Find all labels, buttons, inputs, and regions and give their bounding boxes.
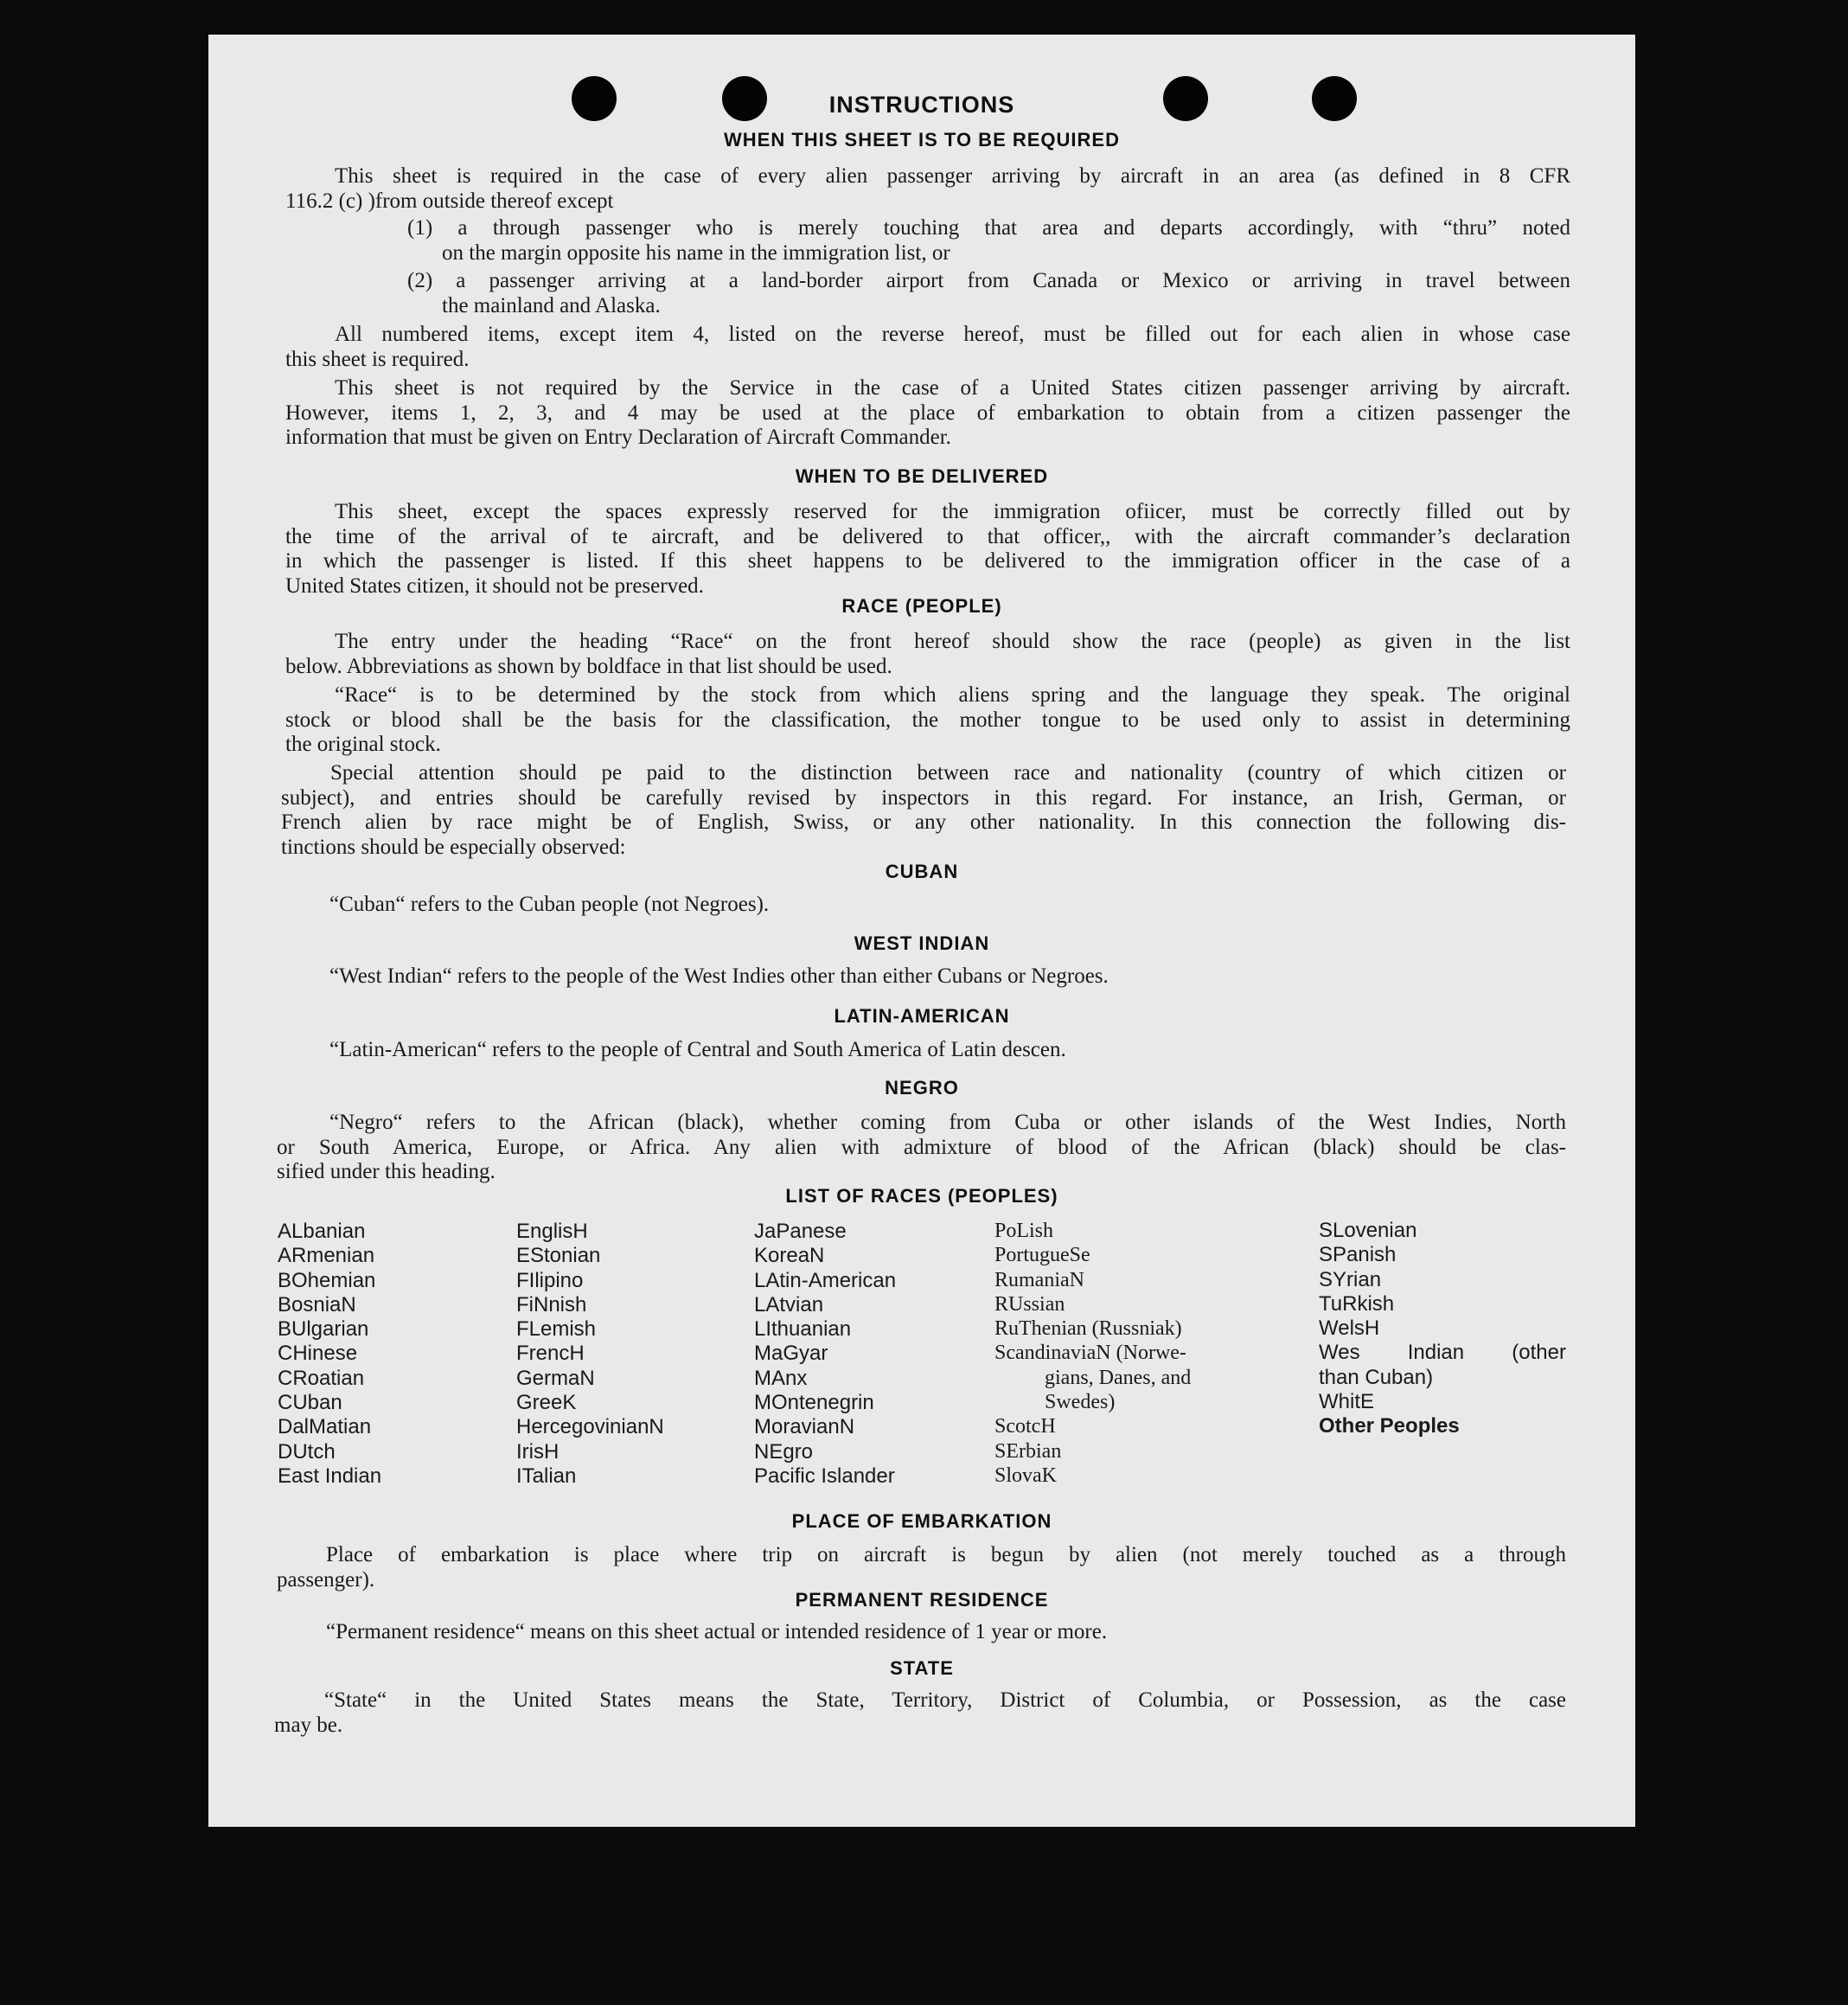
race-item: BosniaN xyxy=(278,1292,356,1316)
race-item: Swedes) xyxy=(1045,1391,1116,1414)
race-item: BOhemian xyxy=(278,1268,376,1292)
heading-latin-american: LATIN-AMERICAN xyxy=(834,1005,1010,1027)
paragraph-delivered: This sheet, except the spaces expressly reserved for the immigration ofiicer, must be correctly filled out by the time of the arrival of te aircraft, and be delivered to that officer,, with the aircraft commander’s declaration in which the passenger is listed. If this sheet happens to be delivered to the immigration officer in the case of a United States citizen, it should not be preserved. xyxy=(285,500,1570,598)
race-item: ScandinaviaN (Norwe- xyxy=(994,1342,1186,1365)
race-item: WelsH xyxy=(1319,1316,1380,1341)
heading-west-indian: WEST INDIAN xyxy=(854,932,990,954)
heading-residence: PERMANENT RESIDENCE xyxy=(795,1589,1049,1611)
races-column-2 xyxy=(516,1220,741,1489)
race-item: FLemish xyxy=(516,1317,597,1342)
heading-races-list: LIST OF RACES (PEOPLES) xyxy=(785,1185,1058,1207)
race-item: RuThenian (Russniak) xyxy=(994,1317,1182,1341)
race-item: EnglisH xyxy=(516,1220,588,1243)
race-item: CRoatian xyxy=(278,1366,365,1390)
race-item: RUssian xyxy=(994,1292,1065,1316)
race-item: PoLish xyxy=(994,1220,1054,1242)
paragraph-state: “State“ in the United States means the State, Territory, District of Columbia, or Possession, as the case may be. xyxy=(274,1688,1566,1737)
heading-state: STATE xyxy=(890,1657,954,1679)
exception-item-2: (2) a passenger arriving at a land-border airport from Canada or Mexico or arriving in travel between the mainland and Alaska. xyxy=(407,269,1570,317)
heading-negro: NEGRO xyxy=(885,1077,959,1099)
race-item: GermaN xyxy=(516,1366,595,1390)
race-item: SErbian xyxy=(994,1439,1062,1463)
race-item: MAnx xyxy=(754,1366,808,1390)
race-item: WhitE xyxy=(1319,1390,1375,1414)
paragraph-race-nationality: Special attention should pe paid to the distinction between race and nationality (country of which citizen or subject), and entries should be carefully revised by inspectors in this regard. For instance, an Irish, German, or French alien by race might be of English, Swiss, or any other nationality. In this connection the following dis- tinctions should be especially observed: xyxy=(281,761,1566,859)
paragraph-race-entry: The entry under the heading “Race“ on the front hereof should show the race (people) as given in the list below. Abbreviations as shown by boldface in that list should be used. xyxy=(285,630,1570,678)
heading-cuban: CUBAN xyxy=(885,861,959,882)
heading-delivered: WHEN TO BE DELIVERED xyxy=(795,465,1049,487)
races-column-3 xyxy=(754,1220,988,1489)
race-item: SYrian xyxy=(1319,1267,1382,1291)
race-item: DUtch xyxy=(278,1439,336,1464)
race-item: than Cuban) xyxy=(1319,1365,1434,1389)
race-item: HercegovinianN xyxy=(516,1415,664,1439)
heading-required: WHEN THIS SHEET IS TO BE REQUIRED xyxy=(724,129,1120,151)
race-item: Pacific Islander xyxy=(754,1464,895,1488)
race-item: CUban xyxy=(278,1391,342,1415)
race-item: PortugueSe xyxy=(994,1244,1090,1267)
document-sheet xyxy=(208,35,1635,1827)
race-item: NEgro xyxy=(754,1439,814,1464)
race-item: MaGyar xyxy=(754,1342,828,1366)
paragraph-embarkation: Place of embarkation is place where trip on aircraft is begun by alien (not merely touched as a through passenger). xyxy=(277,1543,1566,1592)
race-item: ScotcH xyxy=(994,1415,1056,1438)
paragraph-negro: “Negro“ refers to the African (black), whether coming from Cuba or other islands of the West Indies, North or South America, Europe, or Africa. Any alien with admixture of blood of the African (black) should be clas- sified under this heading. xyxy=(277,1111,1566,1183)
race-item: FrencH xyxy=(516,1342,585,1366)
paragraph-race-stock: “Race“ is to be determined by the stock from which aliens spring and the language they speak. The original stock or blood shall be the basis for the classification, the mother tongue to be used only to assist in determining the original stock. xyxy=(285,683,1570,756)
race-item: gians, Danes, and xyxy=(1045,1366,1192,1389)
race-item: CHinese xyxy=(278,1342,358,1366)
race-item: EStonian xyxy=(516,1244,601,1268)
race-item: SlovaK xyxy=(994,1464,1057,1487)
race-item: GreeK xyxy=(516,1391,577,1415)
race-item: MOntenegrin xyxy=(754,1391,874,1415)
race-item: FIlipino xyxy=(516,1268,584,1292)
page-title: INSTRUCTIONS xyxy=(828,92,1015,118)
races-column-5 xyxy=(1319,1219,1566,1439)
paragraph-west-indian: “West Indian“ refers to the people of the West Indies other than either Cubans or Negroes. xyxy=(329,964,1109,988)
paragraph-cuban: “Cuban“ refers to the Cuban people (not Negroes). xyxy=(329,893,770,916)
race-item: Wes Indian (other xyxy=(1319,1341,1566,1365)
race-item: SLovenian xyxy=(1319,1219,1417,1242)
race-item: LAtin-American xyxy=(754,1268,897,1292)
paragraph-required-intro: This sheet is required in the case of every alien passenger arriving by aircraft in an area (as defined in 8 CFR 116.2 (c) )from outside thereof except xyxy=(285,164,1570,213)
paragraph-residence: “Permanent residence“ means on this sheet actual or intended residence of 1 year or more. xyxy=(326,1620,1108,1643)
race-item: DalMatian xyxy=(278,1415,372,1439)
race-item: RumaniaN xyxy=(994,1268,1084,1291)
race-item: LIthuanian xyxy=(754,1317,852,1342)
race-item: Other Peoples xyxy=(1319,1414,1460,1438)
race-item: TuRkish xyxy=(1319,1291,1395,1316)
race-item: East Indian xyxy=(278,1464,382,1488)
race-item: ITalian xyxy=(516,1464,577,1488)
race-item: SPanish xyxy=(1319,1243,1397,1267)
race-item: BUlgarian xyxy=(278,1317,369,1342)
race-item: LAtvian xyxy=(754,1292,824,1316)
race-item: JaPanese xyxy=(754,1220,847,1243)
heading-embarkation: PLACE OF EMBARKATION xyxy=(791,1510,1052,1532)
race-item: KoreaN xyxy=(754,1244,825,1268)
race-item: ALbanian xyxy=(278,1220,366,1243)
paragraph-latin-american: “Latin-American“ refers to the people of Central and South America of Latin descen. xyxy=(329,1038,1066,1061)
paragraph-required-items: All numbered items, except item 4, listed on the reverse hereof, must be filled out for each alien in whose case this sheet is required. xyxy=(285,323,1570,371)
paragraph-citizen: This sheet is not required by the Service in the case of a United States citizen passenger arriving by aircraft. However, items 1, 2, 3, and 4 may be used at the place of embarkation to obtain from a citizen passenger the information that must be given on Entry Declaration of Aircraft Commander. xyxy=(285,376,1570,449)
races-column-4 xyxy=(994,1219,1280,1488)
race-item: ARmenian xyxy=(278,1244,375,1268)
race-item: FiNnish xyxy=(516,1292,587,1316)
heading-race: RACE (PEOPLE) xyxy=(841,595,1002,617)
exception-item-1: (1) a through passenger who is merely touching that area and departs accordingly, with “thru” noted on the margin opposite his name in the immigration list, or xyxy=(407,216,1570,265)
race-item: IrisH xyxy=(516,1439,560,1464)
race-item: MoravianN xyxy=(754,1415,855,1439)
races-column-1 xyxy=(278,1220,502,1489)
